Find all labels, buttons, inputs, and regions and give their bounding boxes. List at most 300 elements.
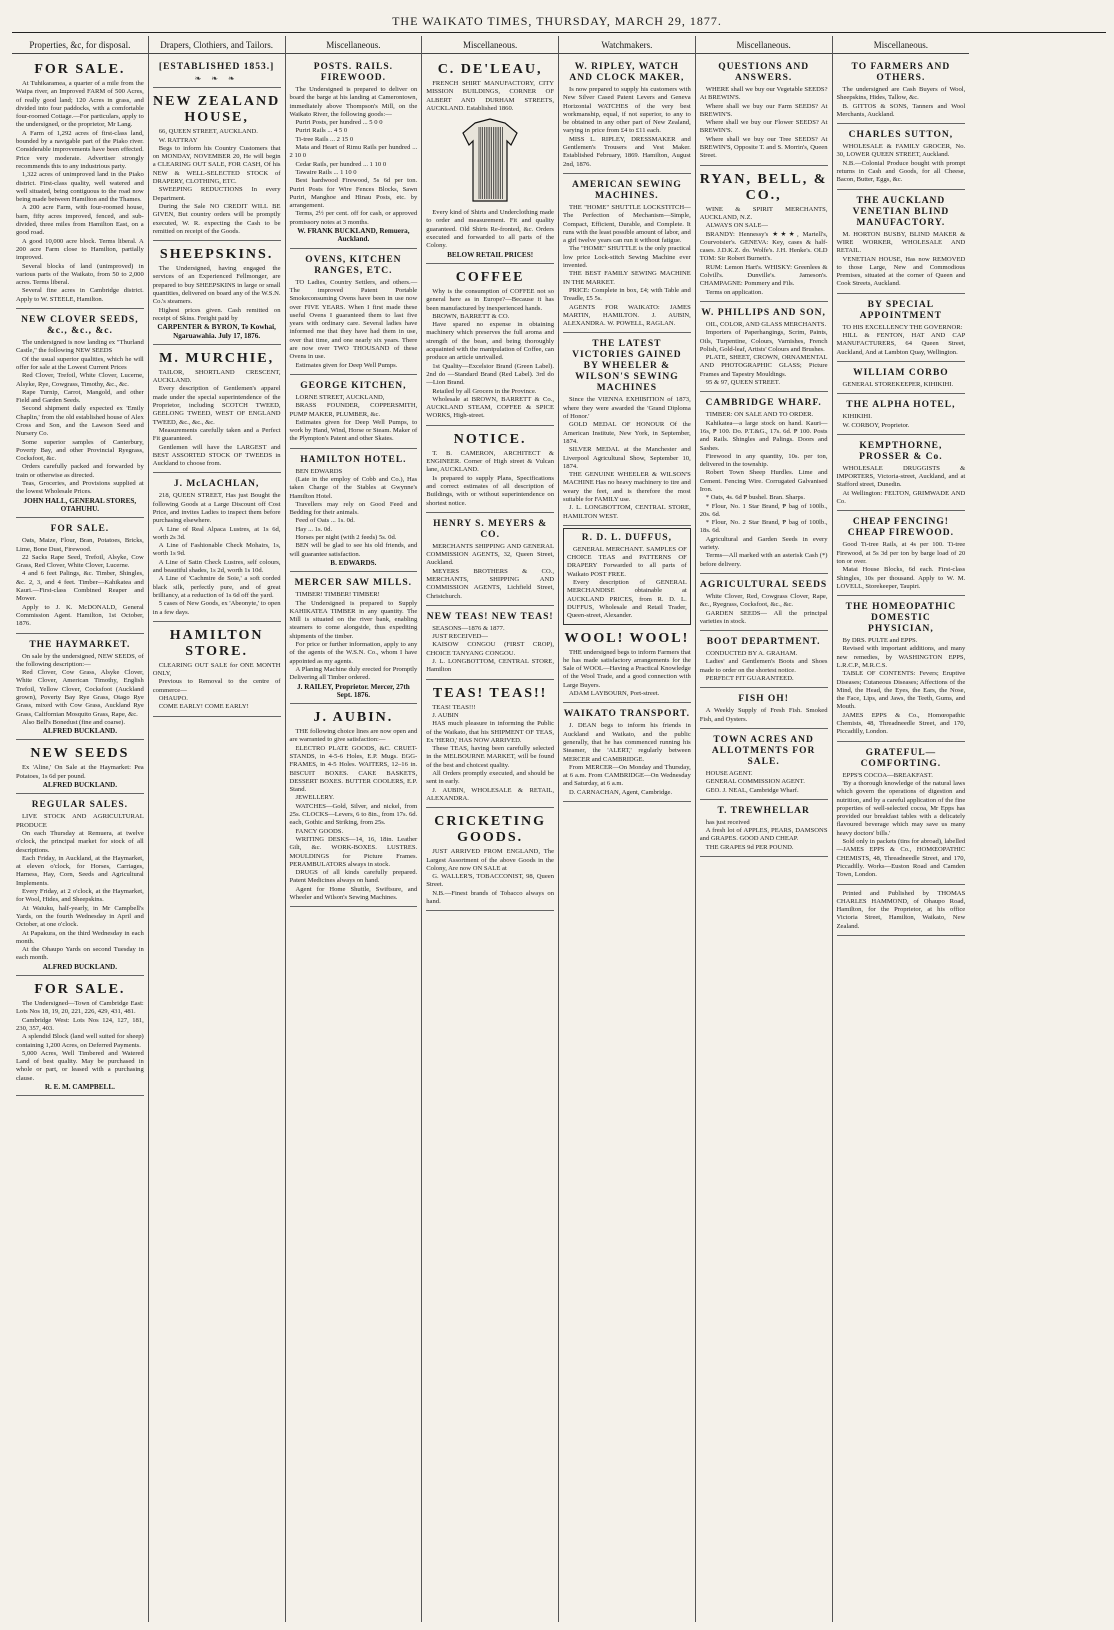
ad-title: FOR SALE. — [34, 62, 126, 77]
ad-text-line: 22 Sacks Rape Seed, Trefoil, Alsyke, Cow Grass, Red Clover, White Clover, Lucerne. — [16, 553, 144, 570]
column-2 — [149, 36, 286, 1622]
advertisement — [153, 58, 281, 88]
ad-text-line: Highest prices given. Cash remitted on receipt of Skins. Freight paid by — [152, 306, 281, 322]
ad-title: W. RIPLEY, WATCH AND CLOCK MAKER, — [569, 62, 685, 83]
ad-text-line: GOLD MEDAL OF HONOUR Of the American Institute, New York, in September, 1874. — [563, 421, 691, 445]
ad-text-line: WHOLESALE & FAMILY GROCER, No. 30, LOWER QUEEN STREET, Auckland. — [836, 143, 966, 159]
ad-text-line: has just received — [705, 818, 750, 826]
ad-text-line: OIL, COLOR, AND GLASS MERCHANTS. — [705, 320, 827, 328]
ad-text-line: VENETIAN HOUSE, Has now REMOVED to those Large, New and Commodious Premises, situated at the corner of Queen and Cook Streets, Auckland. — [836, 255, 966, 288]
ad-text-line: TIMBER! TIMBER! TIMBER! — [295, 591, 380, 599]
ad-text-line: Wholesale at BROWN, BARRETT & Co., AUCKLAND STEAM, COFFEE & SPICE WORKS, High-street. — [426, 395, 554, 420]
advertisement — [837, 364, 966, 394]
ad-text-line: Where shall we buy our Tree SEEDS? At BREWIN'S, Opposite T. and S. Morrin's, Queen Street. — [699, 135, 828, 160]
ad-text-line: Measurements carefully taken and a Perfect Fit guaranteed. — [152, 426, 281, 443]
advertisement — [153, 90, 281, 241]
advertisement — [426, 58, 554, 264]
column-7 — [833, 36, 970, 1622]
ad-title: FOR SALE. — [50, 524, 110, 535]
ad-text-line: GARDEN SEEDS— All the principal varieties in stock. — [699, 609, 828, 625]
ad-text-line: Why is the consumption of COFFEE not so general here as in Europe?—Because it has been manufactured by inexperienced hands. — [426, 287, 554, 312]
ad-text-line: Importers of Paperhangings, Scrim, Paints, Oils, Turpentine, Colours, Varnishes, French Polish, Gold-leaf, Artists' Colours and Brushes. — [699, 329, 828, 353]
ad-text-line: Sold only in packets (tins for abroad), labelled—JAMES EPPS & Co., HOMŒOPATHIC CHEMISTS, 48, Threadneedle Street, and 170, Piccadilly. Works—Euston Road and Camden Town, London. — [836, 838, 966, 879]
ad-text-line: Where shall we buy our Flower SEEDS? At BREWIN'S. — [699, 119, 828, 135]
ad-text-line: J. DEAN begs to inform his friends in Auckland and Waikato, and the public generally, that he has commenced running his Steamer, the 'ALERT,' regularly between MERCER and CAMBRIDGE. — [563, 722, 691, 763]
ad-text-line: W. RATTRAY — [158, 136, 198, 144]
ad-text-line: From MERCER—On Monday and Thursday, at 6 a.m. From CAMBRIDGE—On Wednesday and Saturday, at 6 a.m. — [563, 763, 691, 788]
ad-text-line: Tawaire Rails ... 1 10 0 — [295, 168, 357, 176]
ad-text-line: GENERAL STOREKEEPER, KIHIKIHI. — [842, 380, 954, 388]
advertisement — [837, 126, 966, 189]
advertisement — [16, 978, 144, 1096]
ad-text-line: Puriri Posts, per hundred ... 5 0 0 — [295, 119, 383, 127]
ad-text-line: N.B.—Finest brands of Tobacco always on hand. — [426, 889, 554, 905]
ad-title: COFFEE — [455, 269, 525, 285]
advertisement — [16, 796, 144, 976]
ad-text-line: The Undersigned—Town of Cambridge East: Lots Nos 18, 19, 20, 221, 226, 429, 431, 481. — [16, 1000, 144, 1016]
ad-text-line: Is now prepared to supply his customers with New Silver Cased Patent Levers and Geneva Horizontal WATCHES of the very best workmanship, equal, if not superior, to any to be obtained in any other part of New Zealand, varying in price from £4 to £11 each. — [563, 86, 691, 135]
advertisement — [837, 887, 966, 936]
ad-title: GEORGE KITCHEN, — [300, 380, 407, 391]
ad-text-line: THE following choice lines are now open and are warranted to give satisfaction:— — [289, 728, 418, 744]
ad-text-line: * Oats, 4s. 6d ₱ bushel. Bran. Sharps. — [705, 494, 806, 502]
ad-text-line: 66, QUEEN STREET, AUCKLAND. — [158, 128, 258, 136]
ad-text-line: B. GITTOS & SONS, Tanners and Wool Merchants, Auckland. — [836, 102, 966, 118]
ad-signature: JOHN HALL, GENERAL STORES, OTAHUHU. — [23, 496, 137, 513]
ad-title: [ESTABLISHED 1853.] — [158, 62, 275, 72]
ad-signature: W. FRANK BUCKLAND, Remuera, Auckland. — [297, 227, 410, 244]
column-heading: Miscellaneous. — [696, 36, 832, 54]
shirt-illustration — [426, 117, 554, 205]
advertisement — [426, 810, 554, 911]
ad-text-line: The Undersigned is prepared to Supply KAHIKATEA TIMBER in any quantity. The Mill is situated on the river bank, enabling steamers to come alongside, thus expediting shipments of the timber. — [289, 599, 418, 640]
ad-signature: J. RAILEY, Proprietor. Mercer, 27th Sept. 1876. — [297, 682, 410, 699]
ad-text-line: T. B. CAMERON, ARCHITECT & ENGINEER. Corner of High street & Vulcan lane, AUCKLAND. — [426, 449, 554, 474]
ad-text-line: Terms, 2½ per cent. off for cash, or approved promissory notes at 3 months. — [289, 210, 418, 226]
ad-text-line: EPPS'S COCOA—BREAKFAST. — [842, 771, 933, 779]
ad-text-line: 1st Quality—Excelsior Brand (Green Label). 2nd do —Standard Brand (Red Label). 3rd do —Lion Brand. — [426, 362, 554, 387]
ad-text-line: Oats, Maize, Flour, Bran, Potatoes, Bricks, Lime, Bone Dust, Firewood. — [16, 537, 144, 553]
advertisement — [700, 731, 828, 800]
ad-text-line: A 200 acre Farm, with four-roomed house, barn, fifty acres improved, fenced, and sub-divided, three miles from Hamilton East, on a good road. — [16, 204, 144, 237]
ad-text-line: 'By a thorough knowledge of the natural laws which govern the operations of digestion and nutrition, and by a careful application of the fine properties of well-selected cocoa, Mr Epps has provided our breakfast tables with a delicately flavoured beverage which may save us many heavy doctors' bills.' — [836, 779, 966, 837]
ad-text-line: WHERE shall we buy our Vegetable SEEDS? At BREWIN'S. — [699, 86, 828, 102]
ad-text-line: BRANDY: Hennessy's ★★★, Martell's, Courvoisier's. GENEVA: Key, cases & half-cases. J.D.K.Z. do. Wolfe's. J.H. Henke's. OLD TOM: Sir Robert Burnett's. — [699, 230, 828, 263]
ad-text-line: HAS much pleasure in informing the Public of the Waikato, that his SHIPMENT OF TEAS, Ex 'HERO,' HAS NOW ARRIVED. — [426, 720, 554, 744]
ad-text-line: Several fine acres in Cambridge district. Apply to W. STEELE, Hamilton. — [16, 287, 144, 303]
ad-text-line: A Line of Satin Check Lustres, self colours, and beautiful shades, 1s 2d, worth 1s 10d. — [152, 558, 281, 575]
advertisement — [700, 633, 828, 688]
column-4 — [422, 36, 559, 1622]
advertisement — [837, 744, 966, 885]
ad-text-line: Teas, Groceries, and Provisions supplied at the lowest Wholesale Prices. — [16, 480, 144, 496]
column-3 — [286, 36, 423, 1622]
ad-title: WILLIAM CORBO — [853, 367, 949, 378]
ad-text-line: Hay ... 1s. 0d. — [295, 525, 333, 533]
ad-title: BY SPECIAL APPOINTMENT — [859, 299, 942, 321]
ad-text-line: Second shipment daily expected ex 'Emily Chaplin,' from the old established house of Alex Cross and Son, and the Lawson Seed and Nursery Co. — [16, 405, 144, 438]
ad-text-line: THE GRAPES 9d PER POUND. — [705, 843, 794, 851]
column-heading: Miscellaneous. — [286, 36, 422, 54]
ad-title: THE AUCKLAND VENETIAN BLIND MANUFACTORY. — [852, 195, 950, 228]
ad-text-line: D. CARNACHAN, Agent, Cambridge. — [569, 788, 673, 796]
column-heading: Drapers, Clothiers, and Tailors. — [149, 36, 285, 54]
advertisement — [16, 636, 144, 741]
ad-title: SHEEPSKINS. — [159, 247, 274, 263]
ad-title: THE HAYMARKET. — [29, 639, 131, 650]
ad-text-line: Several blocks of land (unimproved) in various parts of the Waikato, from 50 to 2,000 acres. Terms liberal. — [16, 262, 144, 287]
ad-title: GRATEFUL—COMFORTING. — [860, 747, 942, 769]
ad-text-line: Mata and Heart of Rimu Rails per hundred ... 2 10 0 — [289, 144, 418, 160]
ad-title: J. McLACHLAN, — [173, 479, 260, 490]
advertisement — [563, 627, 691, 704]
ad-text-line: At Papakura, on the third Wednesday in each month. — [16, 929, 144, 945]
ad-text-line: 218, QUEEN STREET, Has just Bought the following Goods at a Large Discount off Cost Price, and invites Ladies to inspect them before purchasing elsewhere. — [152, 492, 281, 525]
ad-text-line: A splendid Block (land well suited for sheep) containing 1,200 Acres, on Deferred Payments. — [16, 1033, 144, 1049]
advertisement — [837, 192, 966, 294]
ad-text-line: TO Ladies, Country Settlers, and others.—The improved Patent Portable Smokeconsuming Ovens have been in use now over FIVE YEARS. When I first made these useful Ovens I guaranteed them to last five years with ordinary care. Several ladies have informed me that they have had them in use, over that time, and one nearly six years. There are now over TWO THOUSAND of these Ovens in use. — [289, 278, 418, 361]
ad-text-line: A Line of Fashionable Check Mohairs, 1s, worth 1s 9d. — [152, 542, 281, 558]
ad-text-line: During the Sale NO CREDIT WILL BE GIVEN, But country orders will be promptly executed, W. R. expecting the Cash to be remitted on receipt of the Goods. — [152, 202, 281, 235]
ad-text-line: HILL & FENTON, HAT AND CAP MANUFACTURERS, 64 Queen Street, Auckland, And at Lambton Quay, Wellington. — [836, 332, 966, 356]
ad-text-line: Rape Turnip, Carrot, Mangold, and other Field and Garden Seeds. — [16, 388, 144, 405]
ad-text-line: Every description of Gentlemen's apparel made under the special superintendence of the Proprietor, including SCOTCH TWEED, GEELONG TWEED, WEST OF ENGLAND TWEED, &c., &c., &c. — [152, 385, 281, 426]
advertisement — [700, 304, 828, 392]
ad-text-line: Terms on application. — [705, 288, 763, 296]
ad-title: FISH OH! — [738, 694, 789, 705]
ad-text-line: DRUGS of all kinds carefully prepared. Patent Medicines always on hand. — [289, 869, 418, 885]
advertisement — [290, 58, 418, 249]
advertisement — [700, 58, 828, 166]
advertisement — [153, 624, 281, 717]
column-1 — [12, 36, 149, 1622]
ad-text-line: GENERAL COMMISSION AGENT. — [705, 778, 805, 786]
ad-title: THE ALPHA HOTEL, — [846, 400, 956, 411]
ad-text-line: 1,322 acres of unimproved land in the Piako district. First-class quality, well watered and well situated, being contiguous to the road now being made between Hamilton and the Thames. — [16, 171, 144, 204]
ad-text-line: A fresh lot of APPLES, PEARS, DAMSONS and GRAPES. GOOD AND CHEAP. — [699, 827, 828, 843]
ad-text-line: J. L. LONGBOTTOM, CENTRAL STORE, Hamilton — [426, 658, 554, 674]
ad-text-line: Matai House Blocks, 6d each. First-class Shingles, 10s per thousand. Apply to W. M. LOVELL, Storekeeper, Taupiri. — [836, 566, 966, 590]
ad-text-line: Is prepared to supply Plans, Specifications and correct estimates of all description of Buildings, with or without superintendence on shortest notice. — [426, 474, 554, 507]
ad-title: TEAS! TEAS!! — [432, 685, 548, 701]
ad-text-line: Horses per night (with 2 feeds) 5s. 0d. — [295, 534, 397, 542]
ad-text-line: TIMBER: ON SALE AND TO ORDER. — [705, 411, 814, 419]
ad-text-line: Ladies' and Gentlemen's Boots and Shoes made to order on the shortest notice. — [699, 658, 828, 674]
ad-title: QUESTIONS AND ANSWERS. — [718, 62, 810, 83]
ad-text-line: Travellers may rely on Good Feed and Bedding for their animals. — [289, 500, 418, 517]
advertisement — [837, 58, 966, 124]
ad-text-line: THE undersigned begs to inform Farmers that he has made satisfactory arrangements for the Sale of WOOL—Having a Practical Knowledge of the Wool Trade, and a good connection with Large Buyers. — [563, 648, 691, 689]
ad-text-line: J. L. LONGBOTTOM, CENTRAL STORE, HAMILTON WEST. — [563, 504, 691, 520]
ad-text-line: Agent for Home Shuttle, Swiftsure, and Wheeler and Wilson's Sewing Machines. — [289, 885, 418, 902]
ad-text-line: Every Friday, at 2 o'clock, at the Haymarket, for Wool, Hides, and Sheepskins. — [16, 888, 144, 904]
ad-text-line: MISS L. RIPLEY, DRESSMAKER and Gentlemen's Trousers and Vest Maker. Established February, 1869. Hamilton, August 2nd, 1876. — [563, 135, 691, 168]
advertisement — [700, 690, 828, 729]
ad-title: TO FARMERS AND OTHERS. — [851, 62, 951, 83]
ad-text-line: WHOLESALE DRUGGISTS & IMPORTERS, Victoria-street, Auckland, and at Stafford street, Dunedin. — [836, 464, 966, 489]
ad-text-line: Apply to J. K. McDONALD, General Commission Agent. Hamilton, 1st October, 1876. — [16, 603, 144, 628]
ad-title: OVENS, KITCHEN RANGES, ETC. — [305, 254, 402, 276]
advertisement — [426, 266, 554, 426]
ad-title: CHEAP FENCING! CHEAP FIREWOOD. — [847, 517, 955, 539]
side-caption: BELOW RETAIL PRICES! — [447, 250, 534, 259]
ad-title: M. MURCHIE, — [159, 350, 275, 366]
ad-text-line: THE "HOME" SHUTTLE LOCKSTITCH—The Perfection of Mechanism—Simple, Compact, Efficient, Durable, and Complete. It runs with the least possible amount of labor, and a girl twelve years can run it without fatigue. — [563, 203, 691, 245]
ad-text-line: Orders carefully packed and forwarded by train or otherwise as directed. — [16, 463, 144, 479]
ad-signature: ALFRED BUCKLAND. — [42, 781, 118, 790]
column-heading: Properties, &c, for disposal. — [12, 36, 148, 54]
ad-title: T. TREWHELLAR — [717, 805, 810, 816]
ad-text-line: ADAM LAYBOURN, Port-street. — [569, 690, 660, 698]
ad-text-line: KIHIKIHI. — [842, 413, 872, 421]
ad-text-line: At the Ohaupo Yards on second Tuesday in each month. — [16, 946, 144, 962]
ad-text-line: At Tuhikaramea, a quarter of a mile from the Waipa river, an Improved FARM of 500 Acres, of really good land; 120 Acres in grass, and divided into four paddocks, with a comfortable four-roomed Cottage.—For particulars, apply to the undersigned, or the proprietor, Mr Lang. — [16, 80, 144, 129]
ad-text-line: (Late in the employ of Cobb and Co.), Has taken Charge of the Stables at Gwynne's Hamilton Hotel. — [289, 475, 418, 500]
ad-text-line: ELECTRO PLATE GOODS, &C. CRUET-STANDS, in 4-5-6 Holes, E.P. Mugs. EGG-FRAMES, in 4-5 Holes. WAITERS, 12–16 in. BISCUIT BOXES. CAKE BASKETS, DESSERT BOXES. BUTTER COOLERS, E.P. Stand. — [289, 744, 418, 794]
ad-text-line: The "HOME" SHUTTLE is the only practical low price Lock-stitch Sewing Machine ever invented. — [563, 245, 691, 270]
advertisement — [16, 742, 144, 794]
ad-text-line: CONDUCTED BY A. GRAHAM. — [705, 650, 798, 658]
ad-text-line: JEWELLERY. — [295, 794, 335, 802]
ad-text-line: W. CORBOY, Proprietor. — [842, 421, 910, 429]
ad-text-line: CLEARING OUT SALE for ONE MONTH ONLY, — [152, 661, 281, 678]
ad-text-line: MEYERS BROTHERS & CO., MERCHANTS, SHIPPING AND COMMISSION AGENTS, Lichfield Street, Christchurch. — [426, 567, 554, 600]
ad-title: NEW ZEALAND HOUSE, — [153, 94, 281, 126]
ad-text-line: GEO. J. NEAL, Cambridge Wharf. — [705, 786, 799, 794]
ad-text-line: JAMES EPPS & Co., Homœopathic Chemists, 48, Threadneedle Street, and 170, Piccadilly, London. — [836, 711, 966, 736]
advertisement — [153, 475, 281, 621]
ad-title: AMERICAN SEWING MACHINES. — [572, 179, 682, 201]
ad-text-line: 95 & 97, QUEEN STREET. — [705, 379, 780, 387]
ad-text-line: Ti-tree Rails ... 2 15 0 — [295, 135, 354, 143]
ad-text-line: Have spared no expense in obtaining machinery which preserves the full aroma and strength of the bean, and being thoroughly acquainted with the manipulation of Coffee, can produce an article unrivalled. — [426, 321, 554, 362]
ad-text-line: 5,000 Acres, Well Timbered and Watered Land of best quality. May be purchased in whole or part, or leased with a purchasing clause. — [16, 1049, 144, 1082]
advertisement — [16, 520, 144, 633]
ad-text-line: M. HORTON BUSBY, BLIND MAKER & WIRE WORKER, WHOLESALE AND RETAIL. — [836, 230, 966, 255]
ad-text-line: Robert Town Sheep Hurdles. Lime and Cement. Fencing Wire. Corrugated Galvanised Iron. — [699, 469, 828, 493]
ad-title: NOTICE. — [453, 431, 527, 447]
ad-text-line: COME EARLY! COME EARLY! — [158, 703, 249, 711]
ad-text-line: Where shall we buy our Farm SEEDS? At BREWIN'S. — [699, 102, 828, 118]
ad-text-line: LIVE STOCK AND AGRICULTURAL PRODUCE — [16, 813, 144, 829]
advertisement — [700, 576, 828, 631]
ad-text-line: LORNE STREET, AUCKLAND, — [295, 393, 385, 401]
ad-text-line: Estimates given for Deep Well Pumps, to work by Hand, Wind, Horse or Steam. Maker of the Plympton's Patent and other Skates. — [289, 418, 418, 443]
advertisement — [837, 437, 966, 511]
ad-text-line: ALWAYS ON SALE— — [705, 222, 769, 230]
ad-text-line: Cedar Rails, per hundred ... 1 10 0 — [295, 160, 387, 168]
ad-title: CRICKETING GOODS. — [434, 814, 547, 846]
ad-title: W. PHILLIPS AND SON, — [701, 307, 826, 318]
ad-text-line: 4 and 6 feet Palings, &c. Timber, Shingles, &c. 2, 3, and 4 feet. Timber—Kahikatea and Kauri.—First-class Combined Reaper and Mower. — [16, 570, 144, 603]
advertisement — [563, 705, 691, 802]
ad-text-line: Red Clover, Trefoil, White Clover, Lucerne, Alsyke, Rye, Cowgrass, Timothy, &c., &c. — [16, 372, 144, 388]
ad-text-line: Retailed by all Grocers in the Province. — [432, 387, 537, 395]
ad-text-line: JUST ARRIVED FROM ENGLAND, The Largest Assortment of the above Goods in the Colony, Are now ON SALE at — [426, 848, 554, 872]
ad-text-line: A good 10,000 acre block. Terms liberal. A 200 acre Farm close to Hamilton, partially improved. — [16, 237, 144, 262]
ad-text-line: SWEEPING REDUCTIONS In every Department. — [152, 186, 281, 202]
ad-text-line: MERCHANTS SHIPPING AND GENERAL COMMISSION AGENTS, 32, Queen Street, Auckland. — [426, 542, 554, 567]
ad-text-line: 5 cases of New Goods, ex 'Abeonyte,' to open in a few days. — [152, 600, 281, 616]
ad-text-line: Feed of Oats ... 1s. 0d. — [295, 517, 355, 525]
ad-text-line: Agricultural and Garden Seeds in every variety. — [699, 535, 828, 552]
column-heading: Miscellaneous. — [833, 36, 970, 54]
ad-signature: ALFRED BUCKLAND. — [42, 727, 118, 736]
ad-text-line: Revised with important additions, and many new remedies, by WASHINGTON EPPS, L.R.C.P., M.R.C.S. — [836, 645, 966, 669]
ad-text-line: The Undersigned, having engaged the services of an Experienced Fellmonger, are prepared to buy SHEEPSKINS in large or small quantities, delivered on board any of the W.S.N. Co.'s steamers. — [152, 265, 281, 306]
ad-text-line: Some superior samples of Canterbury, Poverty Bay, and other Provincial Ryegrass, Cocksfoot, &c. — [16, 438, 144, 463]
ad-text-line: Kahikatea—a large stock on hand. Kauri—16s, ₱ 100. Do. P.T.&G., 17s. 6d. ₱ 100. Posts and Rails. Shingles and Palings. Doors and Sashes. — [699, 419, 828, 452]
ad-text-line: At Waiuku, half-yearly, in Mr Campbell's Yards, on the fourth Wednesday in April and October, at one o'clock. — [16, 904, 144, 929]
ad-text-line: Best hardwood Firewood, 5s 6d per ton. Puriri Posts for Wire Fences Blocks, Sawn Puriri, Manghoe and Hinau Posts, etc. by arrangement. — [289, 177, 418, 210]
advertisement — [426, 682, 554, 809]
ad-title: WOOL! WOOL! — [564, 630, 690, 646]
ad-text-line: Gentlemen will have the LARGEST and BEST ASSORTED STOCK OF TWEEDS in Auckland to choose from. — [152, 443, 281, 468]
masthead: THE WAIKATO TIMES, THURSDAY, MARCH 29, 1877. — [392, 14, 722, 28]
advertisement — [837, 513, 966, 596]
ad-title: BOOT DEPARTMENT. — [706, 637, 821, 648]
ad-text-line: White Clover, Red, Cowgrass Clover, Rape, &c., Ryegrass, Cocksfoot, &c., &c. — [699, 592, 828, 609]
ad-text-line: A Line of 'Cachmire de Soie,' a soft corded black silk, perfectly pure, and of great brilliancy, at a reduction of 1s 6d off the yard. — [152, 575, 281, 599]
ad-text-line: BROWN, BARRETT & CO. — [432, 312, 510, 320]
ad-text-line: Firewood in any quantity, 10s. per ton, delivered in the township. — [699, 452, 828, 469]
ad-title: R. D. L. DUFFUS, — [581, 532, 672, 543]
ad-text-line: J. AUBIN, WHOLESALE & RETAIL, ALEXANDRA. — [426, 786, 554, 802]
ad-text-line: Of the usual superior qualities, which he will offer for sale at the Lowest Current Prices — [16, 355, 144, 371]
ad-text-line: Terms—All marked with an asterisk Cash (*) before delivery. — [699, 552, 828, 568]
ad-text-line: WINE & SPIRIT MERCHANTS, AUCKLAND, N.Z. — [699, 205, 828, 221]
ornament-rule: ❧ ❧ ❧ — [194, 74, 239, 83]
ad-text-line: By DRS. PULTE and EPPS. — [842, 637, 918, 645]
advertisement — [563, 58, 691, 174]
ad-text-line: Red Clover, Cow Grass, Alsyke Clover, White Clover, American Timothy, English Trefoil, Yellow Clover, Cocksfoot (Auckland grown), Poverty Bay Rye Grass, Otago Rye Grass, mixed with Cow Grass, Auckland Rye Grass, Californian Mosquito Grass, Rape, &c. — [16, 669, 144, 718]
ad-text-line: OHAUPO. — [158, 695, 188, 703]
ad-text-line: A Planing Machine duly erected for Promptly Delivering all Timber ordered. — [289, 665, 418, 682]
advertisement — [837, 598, 966, 742]
ad-text-line: Each Friday, in Auckland, at the Haymarket, at eleven o'clock, for Horses, Carriages, Harness, Hay, Corn, Seeds and Agricultural Implements. — [16, 854, 144, 887]
ad-title: POSTS. RAILS. FIREWOOD. — [313, 62, 393, 83]
advertisement — [426, 515, 554, 606]
ad-title: HENRY S. MEYERS & CO. — [433, 518, 548, 540]
ad-text-line: RUM: Lemon Hart's. WHISKY: Greenlees & Colvill's. Dunville's. Jameson's. CHAMPAGNE: Pommery and Fils. — [699, 263, 828, 288]
ad-title: NEW TEAS! NEW TEAS! — [426, 611, 554, 622]
advertisement — [700, 802, 828, 857]
ad-text-line: Ex 'Aline,' On Sale at the Haymarket: Pea Potatoes, 1s 6d per pound. — [16, 764, 144, 780]
advertisement — [563, 176, 691, 333]
ad-text-line: TEAS! TEAS!!! — [432, 703, 476, 711]
ad-text-line: Good Ti-tree Rails, at 4s per 100. Ti-tree Firewood, at 5s 3d per ton by barge load of 20 ton or over. — [836, 541, 966, 565]
advertisement — [290, 251, 418, 375]
ad-text-line: KAISOW CONGOU (FIRST CROP), CHOICE TANYANG CONGOU. — [426, 641, 554, 657]
ad-text-line: All Orders promptly executed, and should be sent in early. — [426, 770, 554, 786]
ad-text-line: TABLE OF CONTENTS: Fevers; Eruptive Diseases; Cutaneous Diseases; Affections of the Mind, the Head, the Eyes, the Ears, the Nose, the Face, Lips, and Jaws, the Teeth, Gums, and Mouth. — [836, 670, 966, 711]
ad-title: NEW CLOVER SEEDS, &c., &c., &c. — [21, 315, 139, 337]
ad-signature: B. EDWARDS. — [330, 558, 377, 567]
ad-title: AGRICULTURAL SEEDS — [700, 579, 828, 590]
ad-title: HAMILTON HOTEL. — [300, 454, 407, 465]
ad-text-line: These TEAS, having been carefully selected in the MELBOURNE MARKET, will be found of the best and choicest quality. — [426, 745, 554, 769]
ad-title: REGULAR SALES. — [31, 800, 129, 811]
ad-text-line: WATCHES—Gold, Silver, and nickel, from 25s. CLOCKS—Levers, 6 to 8in., from 17s. 6d. each, Gothic and Striking, from 25s. — [289, 802, 418, 827]
ad-text-line: Every kind of Shirts and Underclothing made to order and measurement. Fit and quality guaranteed. Old Shirts Re-fronted, &c. Orders executed and forwarded to all parts of the Colony. — [426, 209, 554, 250]
column-heading: Miscellaneous. — [422, 36, 558, 54]
ad-text-line: PERFECT FIT GUARANTEED. — [705, 675, 794, 683]
ad-text-line: BEN will be glad to see his old friends, and will guarantee satisfaction. — [289, 542, 418, 558]
ad-text-line: Puriri Rails ... 4 5 0 — [295, 127, 348, 135]
ad-text-line: Since the VIENNA EXHIBITION of 1873, where they were awarded the 'Grand Diploma of Honor.' — [563, 396, 691, 421]
ad-title: TOWN ACRES AND ALLOTMENTS FOR SALE. — [711, 734, 816, 767]
ad-text-line: Cambridge West: Lots Nos 124, 127, 181, 230, 357, 403. — [16, 1016, 144, 1032]
ad-text-line: THE GENUINE WHEELER & WILSON'S MACHINE Has no heavy machinery to tire and weary the feet, and is therefore the most suitable for FAMILY use. — [563, 471, 691, 503]
advertisement — [700, 394, 828, 574]
ad-text-line: JUST RECEIVED— — [432, 633, 488, 641]
ad-text-line: FANCY GOODS. — [295, 827, 344, 835]
ad-text-line: HOUSE AGENT. — [705, 769, 753, 777]
ad-text-line: A Farm of 1,292 acres of first-class land, bounded by a navigable part of the Piako river. Considerable improvements have been effected. Price very moderate. Advertiser strongly recommends this to any industrious party. — [16, 129, 144, 170]
ad-text-line: A Line of Real Alpaca Lustres, at 1s 6d, worth 2s 3d. — [152, 525, 281, 541]
ad-title: CHARLES SUTTON, — [848, 130, 954, 141]
ad-text-line: The undersigned are Cash Buyers of Wool, Sheepskins, Hides, Tallow, &c. — [836, 86, 966, 102]
advertisement — [837, 396, 966, 435]
ad-text-line: * Flour, No. 1 Star Brand, ₱ bag of 100lb., 20s. 6d. — [699, 502, 828, 518]
ad-title: NEW SEEDS — [30, 746, 130, 762]
advertisement — [563, 335, 691, 525]
ad-title: RYAN, BELL, & CO., — [699, 171, 828, 203]
advertisement — [290, 706, 418, 907]
ad-signature: R. E. M. CAMPBELL. — [44, 1082, 115, 1091]
ad-text-line: The undersigned is now landing ex "Thurland Castle," the following NEW SEEDS — [16, 339, 144, 355]
ad-text-line: At Wellington: FELTON, GRIMWADE AND Co. — [836, 489, 966, 506]
ad-text-line: A Weekly Supply of Fresh Fish. Smoked Fish, and Oysters. — [699, 707, 828, 723]
ad-signature: CARPENTER & BYRON, Te Kowhai, Ngaruawahia. July 17, 1876. — [157, 323, 276, 340]
ad-text-line: Estimates given for Deep Well Pumps. — [295, 361, 398, 369]
ad-title: FOR SALE. — [34, 982, 126, 998]
ad-text-line: On each Thursday at Remuera, at twelve o'clock, the principal market for stock of all descriptions. — [16, 829, 144, 854]
ad-text-line: For price or further information, apply to any of the agents of the W.S.N. Co., whom I have appointed as my agents. — [289, 641, 418, 665]
ad-text-line: On sale by the undersigned, NEW SEEDS, of the following description:— — [16, 652, 144, 668]
advertisement — [563, 528, 691, 625]
advertisement — [16, 58, 144, 309]
ad-text-line: Every description of GENERAL MERCHANDISE obtainable at AUCKLAND PRICES, from R. D. L. DUFFUS, Wholesale and Retail Trader, Queen-street, Alexander. — [567, 579, 687, 620]
ad-text-line: GENERAL MERCHANT. SAMPLES OF CHOICE TEAS and PATTERNS OF DRAPERY Forwarded to all parts of Waikato POST FREE. — [567, 545, 687, 578]
advertisement — [153, 347, 281, 474]
ad-title: MERCER SAW MILLS. — [294, 578, 413, 589]
ad-text-line: The Undersigned is prepared to deliver on board the barge at his landing at Camerontown, immediately above Thompson's Mill, on the Waikato River, the following goods:— — [289, 86, 418, 118]
ad-text-line: Also Bell's Bonedust (fine and coarse). — [22, 718, 126, 726]
ad-text-line: Begs to inform his Country Customers that on MONDAY, NOVEMBER 20, He will begin a CLEARING OUT SALE, FOR CASH, Of his NEW & WELL-SELECTED STOCK of DRAPERY, CLOTHING, ETC. — [152, 144, 281, 186]
ad-title: J. AUBIN. — [313, 710, 394, 726]
ad-text-line: BRASS FOUNDER, COPPERSMITH, PUMP MAKER, PLUMBER, &c. — [289, 402, 418, 418]
ad-text-line: SEASONS—1876 & 1877. — [432, 624, 505, 632]
advertisement — [290, 451, 418, 573]
column-heading: Watchmakers. — [559, 36, 695, 54]
ad-text-line: PLATE, SHEET, CROWN, ORNAMENTAL AND PHOTOGRAPHIC GLASS; Picture Frames and Tapestry Mouldings. — [699, 354, 828, 378]
ad-title: KEMPTHORNE, PROSSER & Co. — [859, 440, 943, 462]
ad-title: WAIKATO TRANSPORT. — [563, 709, 690, 720]
columns-container — [12, 36, 1106, 1622]
ad-title: HAMILTON STORE. — [169, 627, 264, 659]
ad-title: THE LATEST VICTORIES GAINED BY WHEELER & WILSON'S SEWING MACHINES — [572, 339, 682, 394]
ad-signature: ALFRED BUCKLAND. — [42, 962, 118, 971]
column-6 — [696, 36, 833, 1622]
advertisement — [16, 311, 144, 518]
ad-text-line: SILVER MEDAL at the Manchester and Liverpool Agricultural Show, September 10, 1874. — [563, 446, 691, 470]
ad-text-line: G. WALLER'S, TOBACCONIST, 98, Queen Street. — [426, 873, 554, 889]
ad-text-line: Previous to Removal to the centre of commerce— — [152, 678, 281, 694]
shirt-icon — [455, 117, 525, 205]
ad-title: CAMBRIDGE WHARF. — [705, 398, 822, 409]
ad-text-line: Printed and Published by THOMAS CHARLES HAMMOND, of Ohaupo Road, Hamilton, for the Proprietor, at his office Victoria Street, Hamilton, Waikato, New Zealand. — [836, 889, 966, 930]
